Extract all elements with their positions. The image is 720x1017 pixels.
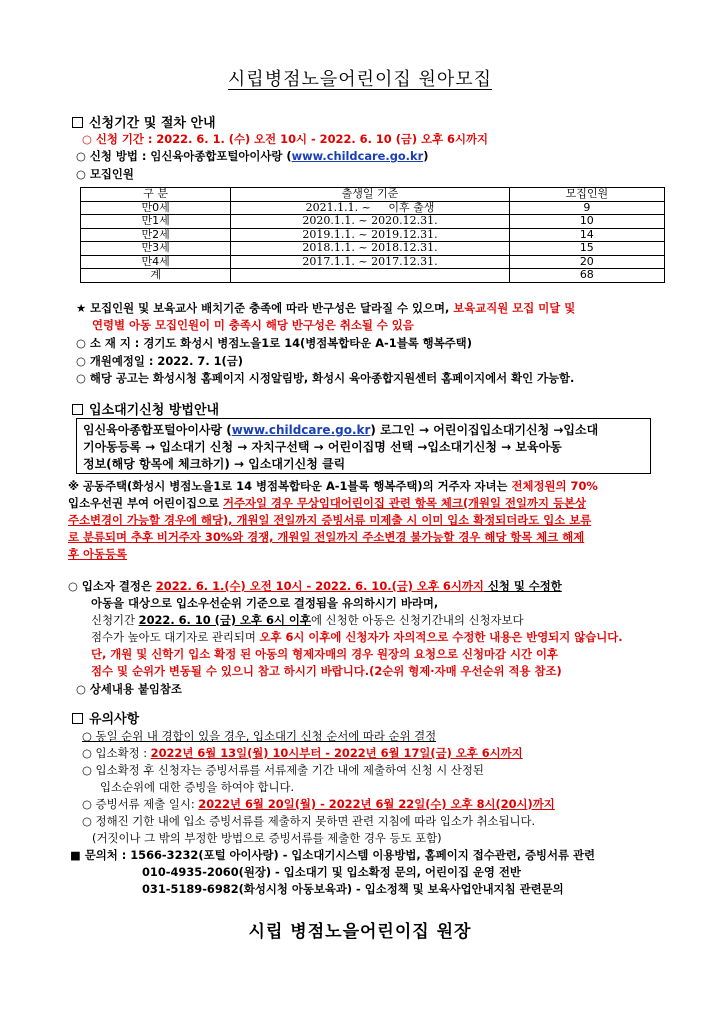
waitlist-procedure-box — [76, 418, 651, 474]
details-ref: ○ 상세내용 붙임참조 — [76, 682, 182, 696]
application-period: ○ 신청 기간 : 2022. 6. 1. (수) 오전 10시 - 2022. 6. 10 (금) 오후 6시까지 — [82, 132, 488, 146]
checkbox-square-icon — [72, 117, 83, 128]
address: ○ 소 재 지 : 경기도 화성시 병점노을1로 14(병점복합타운 A-1블록 행복주택) — [76, 336, 472, 350]
application-method: ○ 신청 방법 : 임신육아종합포털아이사랑 (www.childcare.go.kr) — [76, 149, 429, 163]
signature-footer: 시립 병점노을어린이집 원장 — [248, 922, 472, 942]
table-cell: 2021.1.1. ~ 이후 출생 — [231, 201, 509, 215]
contact-line: 031-5189-6982(화성시청 아동보육과) - 입소정책 및 보육사업안내지침 관련문의 — [142, 882, 564, 896]
decision-line: 점수 및 순위가 변동될 수 있으니 참고 하시기 바랍니다.(2순위 형제·자매 우선순위 적용 참조) — [91, 664, 562, 678]
table-header: 출생일 기준 — [231, 188, 509, 202]
table-cell: 만1세 — [81, 215, 231, 229]
table-row — [81, 255, 665, 269]
table-header: 모집인원 — [509, 188, 664, 202]
open-date: ○ 개원예정일 : 2022. 7. 1(금) — [76, 354, 243, 368]
checkbox-square-icon — [72, 713, 83, 724]
table-cell: 14 — [509, 228, 664, 242]
table-cell: 2019.1.1. ~ 2019.12.31. — [231, 228, 509, 242]
checkbox-square-icon — [72, 404, 83, 415]
table-cell: 15 — [509, 242, 664, 256]
contact-line: ■ 문의처 : 1566-3232(포털 아이사랑) - 입소대기시스템 이용방법, 홈페이지 접수관련, 증빙서류 관련 — [70, 848, 595, 862]
table-total-row — [81, 269, 665, 283]
table-cell: 2020.1.1. ~ 2020.12.31. — [231, 215, 509, 229]
decision-line: ○ 입소자 결정은 2022. 6. 1.(수) 오전 10시 - 2022. 6. 10.(금) 오후 6시까지 신청 및 수정한 — [68, 579, 562, 593]
table-cell: 20 — [509, 255, 664, 269]
housing-note-line: 로 분류되며 추후 비거주자 30%와 경쟁, 개원일 전일까지 주소변경 불가능할 경우 해당 항목 체크 해제 — [68, 530, 585, 544]
table-cell — [231, 269, 509, 283]
housing-note-line: 입소우선권 부여 어린이집으로 거주자일 경우 무상임대어린이집 관련 항목 체크(개원일 전일까지 등본상 — [68, 496, 587, 510]
recruit-table — [80, 187, 665, 283]
caution-item: ○ 입소확정 : 2022년 6월 13일(월) 10시부터 - 2022년 6월 17일(금) 오후 6시까지 — [82, 746, 523, 760]
decision-line: 신청기간 2022. 6. 10 (금) 오후 6시 이후에 신청한 아동은 신청기간내의 신청자보다 — [91, 613, 524, 627]
procedure-line: 정보(해당 항목에 체크하기) → 입소대기신청 클릭 — [83, 457, 346, 471]
decision-line: 단, 개원 및 신학기 입소 확정 된 아동의 형제자매의 경우 원장의 요청으로 신청마감 시간 이후 — [91, 647, 558, 661]
table-cell: 계 — [81, 269, 231, 283]
table-cell: 만2세 — [81, 228, 231, 242]
childcare-link[interactable]: www.childcare.go.kr — [291, 149, 424, 163]
housing-note: ※ 공동주택(화성시 병점노을1로 14 병점복합타운 A-1블록 행복주택)의 거주자 자녀는 전체정원의 70% — [68, 479, 598, 493]
table-cell: 만3세 — [81, 242, 231, 256]
contact-line: 010-4935-2060(원장) - 입소대기 및 입소확정 문의, 어린이집 운영 전반 — [142, 865, 521, 879]
housing-note-line: 후 아동등록 — [68, 547, 127, 561]
housing-note-line: 주소변경이 가능할 경우에 해당), 개원일 전일까지 증빙서류 미제출 시 이미 입소 확정되더라도 입소 보류 — [68, 513, 592, 527]
class-note: ★ 모집인원 및 보육교사 배치기준 충족에 따라 반구성은 달라질 수 있으며, 보육교직원 모집 미달 및 — [76, 301, 576, 315]
table-cell: 만4세 — [81, 255, 231, 269]
table-row — [81, 228, 665, 242]
table-cell: 2018.1.1. ~ 2018.12.31. — [231, 242, 509, 256]
caution-item: ○ 증빙서류 제출 일시: 2022년 6월 20일(월) - 2022년 6월 22일(수) 오후 8시(20시)까지 — [82, 797, 555, 811]
section-header-waitlist: 입소대기신청 방법안내 — [72, 399, 219, 418]
notice: ○ 해당 공고는 화성시청 홈페이지 시정알림방, 화성시 육아종합지원센터 홈페이지에서 확인 가능함. — [76, 371, 575, 385]
table-row — [81, 201, 665, 215]
section-header-application: 신청기간 및 절차 안내 — [72, 112, 216, 131]
caution-item: ○ 동일 순위 내 경합이 있을 경우, 입소대기 신청 순서에 따라 순위 결정 — [82, 729, 437, 743]
childcare-link[interactable]: www.childcare.go.kr — [231, 423, 371, 437]
table-cell: 9 — [509, 201, 664, 215]
recruit-label: ○ 모집인원 — [76, 167, 134, 181]
table-cell: 2017.1.1. ~ 2017.12.31. — [231, 255, 509, 269]
section-header-cautions: 유의사항 — [72, 708, 139, 727]
procedure-line: 임신육아종합포털아이사랑 (www.childcare.go.kr) 로그인 → 어린이집입소대기신청 →입소대 — [83, 423, 599, 437]
caution-item: (거짓이나 그 밖의 부정한 방법으로 증빙서류를 제출한 경우 등도 포함) — [92, 831, 442, 845]
table-header: 구 분 — [81, 188, 231, 202]
table-header-row — [81, 188, 665, 202]
procedure-line: 기아동등록 → 입소대기 신청 → 자치구선택 → 어린이집명 선택 →입소대기신청 → 보육아동 — [83, 440, 562, 454]
caution-item: ○ 입소확정 후 신청자는 증빙서류를 서류제출 기간 내에 제출하여 신청 시 산정된 — [82, 763, 484, 777]
table-cell: 만0세 — [81, 201, 231, 215]
decision-line: 점수가 높아도 대기자로 관리되며 오후 6시 이후에 신청자가 자의적으로 수정한 내용은 반영되지 않습니다. — [91, 630, 623, 644]
caution-item: ○ 정해진 기한 내에 입소 증빙서류를 제출하지 못하면 관련 지침에 따라 입소가 취소됩니다. — [82, 814, 536, 828]
table-cell: 68 — [509, 269, 664, 283]
page-title: 시립병점노을어린이집 원아모집 — [227, 69, 493, 90]
class-note-cont: 연령별 아동 모집인원이 미 충족시 해당 반구성은 취소될 수 있음 — [92, 318, 414, 332]
table-cell: 10 — [509, 215, 664, 229]
caution-item: 입소순위에 대한 증빙을 하여야 합니다. — [100, 780, 295, 794]
table-row — [81, 242, 665, 256]
table-row — [81, 215, 665, 229]
decision-line: 아동을 대상으로 입소우선순위 기준으로 결정됨을 유의하시기 바라며, — [91, 596, 439, 610]
